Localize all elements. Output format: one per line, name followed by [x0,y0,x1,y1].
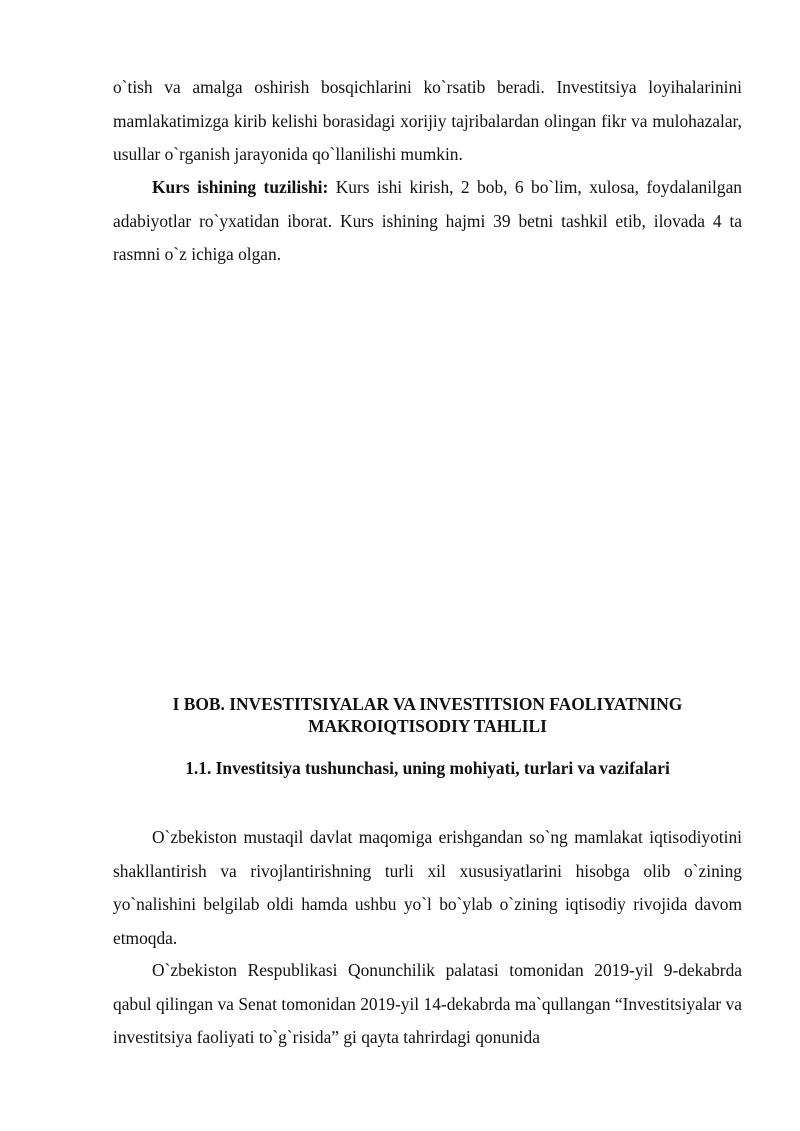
paragraph-text: o`tish va amalga oshirish bosqichlarini ko`rsatib beradi. Investitsiya loyihalarinini mamlakatimizga kirib kelishi borasidagi xorijiy tajribalardan olingan fikr va mulohazalar, usullar o`rganish jarayonida qo`llanilishi mumkin. [113,77,742,164]
course-structure-text: Kurs ishi kirish, 2 bob, 6 bo`lim, xulosa, foydalanilgan adabiyotlar ro`yxatidan iborat. Kurs ishining hajmi 39 betni tashkil etib, ilovada 4 ta rasmni o`z ichiga olgan. [113,177,743,264]
chapter-title [113,693,742,737]
paragraph-law [113,954,742,1055]
paragraph-text: O`zbekiston mustaqil davlat maqomiga erishgandan so`ng mamlakat iqtisodiyotini shakllantirish va rivojlantirishning turli xil xususiyatlarini hisobga olib o`zining yo`nalishini belgilab oldi hamda ushbu yo`l bo`ylab o`zining iqtisodiy rivojida davom etmoqda. [113,827,742,948]
course-structure-label: Kurs ishining tuzilishi: [152,177,329,197]
chapter-title-line-2: MAKROIQTISODIY TAHLILI [308,716,547,736]
paragraph-text: O`zbekiston Respublikasi Qonunchilik palatasi tomonidan 2019-yil 9-dekabrda qabul qilingan va Senat tomonidan 2019-yil 14-dekabrda ma`qullangan “Investitsiyalar va investitsiya faoliyati to`g`risida” gi qayta tahrirdagi qonunida [113,960,742,1047]
paragraph-intro-continued [113,71,742,172]
chapter-title-line-1: I BOB. INVESTITSIYALAR VA INVESTITSION FAOLIYATNING [172,694,683,714]
section-title: 1.1. Investitsiya tushunchasi, uning mohiyati, turlari va vazifalari [185,758,670,778]
paragraph-independence [113,821,742,955]
paragraph-course-structure [113,171,742,272]
